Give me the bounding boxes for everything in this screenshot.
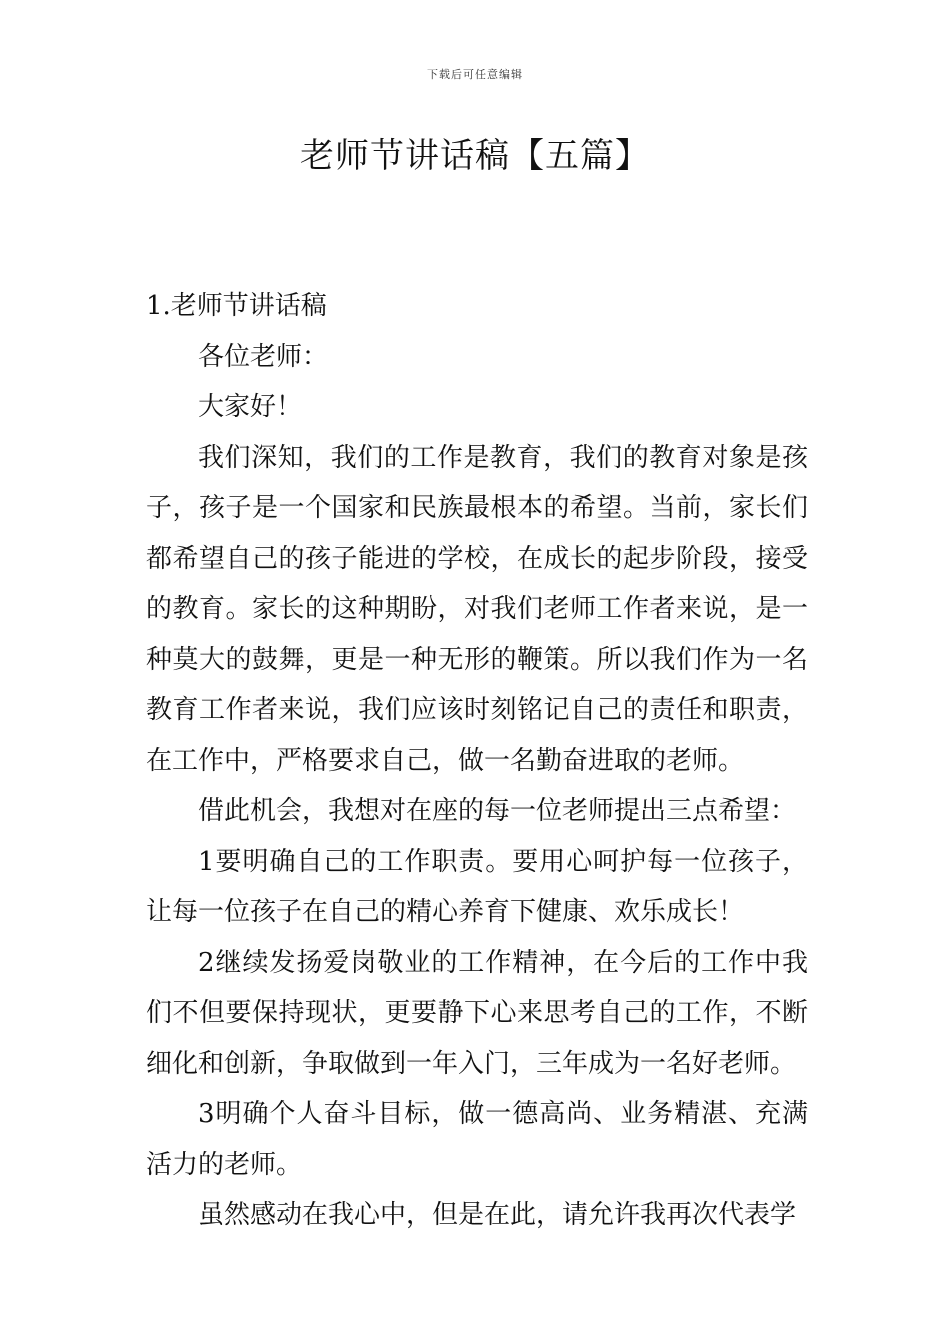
hope-item-2: 2继续发扬爱岗敬业的工作精神，在今后的工作中我们不但要保持现状，更要静下心来思考自己的工作，不断细化和创新，争取做到一年入门，三年成为一名好老师。 [146, 947, 808, 1079]
salutation: 各位老师： [198, 341, 329, 372]
document-title: 老师节讲话稿【五篇】 [300, 136, 650, 176]
hope-item-1: 1要明确自己的工作职责。要用心呵护每一位孩子，让每一位孩子在自己的精心养育下健康、欢乐成长！ [146, 846, 808, 927]
section-heading: 1.老师节讲话稿 [146, 291, 327, 321]
document-body [146, 281, 808, 1241]
header-note: 下载后可任意编辑 [427, 68, 523, 81]
body-paragraph: 虽然感动在我心中，但是在此，请允许我再次代表学 [198, 1200, 797, 1230]
body-paragraph: 我们深知，我们的工作是教育，我们的教育对象是孩子，孩子是一个国家和民族最根本的希望。当前，家长们都希望自己的孩子能进的学校，在成长的起步阶段，接受的教育。家长的这种期盼，对我们老师工作者来说，是一种莫大的鼓舞，更是一种无形的鞭策。所以我们作为一名教育工作者来说，我们应该时刻铭记自己的责任和职责，在工作中，严格要求自己，做一名勤奋进取的老师。 [146, 442, 808, 776]
greeting: 大家好！ [198, 392, 303, 422]
body-paragraph: 借此机会，我想对在座的每一位老师提出三点希望： [198, 796, 797, 826]
hope-item-3: 3明确个人奋斗目标，做一德高尚、业务精湛、充满活力的老师。 [146, 1099, 808, 1180]
